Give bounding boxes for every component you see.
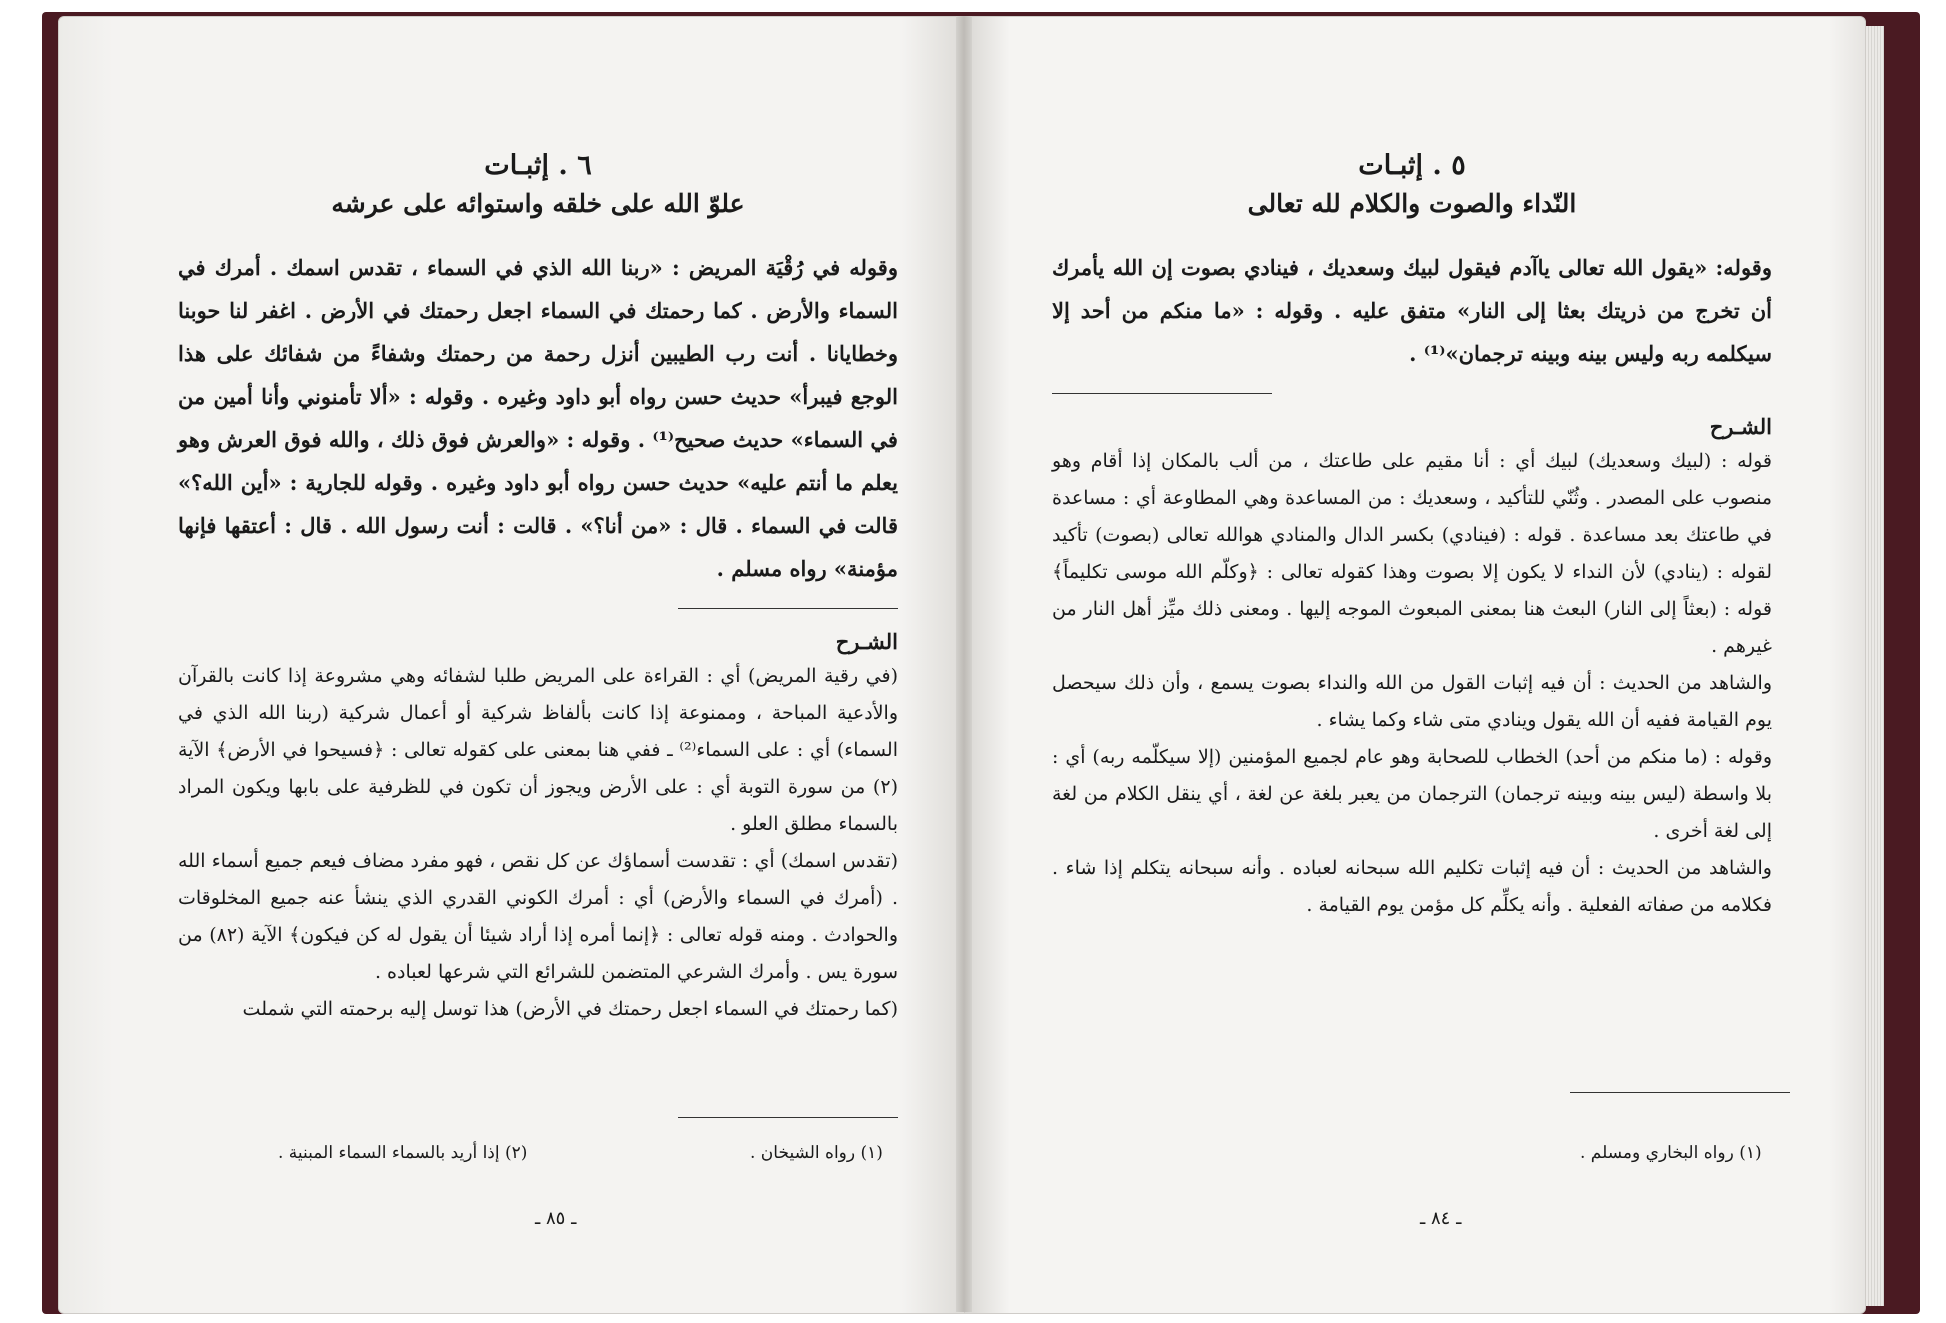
hadith-text: وقوله: «يقول الله تعالى ياآدم فيقول لبيك وسعديك ، فينادي بصوت إن الله يأمرك أن تخرج من ذريتك بعثا إلى النار» متفق عليه . وقوله : «ما منكم من أحد إلا سيكلمه ربه وليس بينه وبينه ترجمان»⁽¹⁾ . bbox=[1052, 255, 1772, 366]
sharh-heading: الشـرح bbox=[835, 629, 898, 654]
footnote-divider bbox=[1570, 1092, 1790, 1093]
sharh-paragraph: (كما رحمتك في السماء اجعل رحمتك في الأرض) هذا توسل إليه برحمته التي شملت bbox=[242, 998, 898, 1020]
footnote-2: (٢) إذا أريد بالسماء السماء المبنية . bbox=[278, 1143, 528, 1163]
section-number-heading: ٥ . إثبـات bbox=[1358, 150, 1466, 181]
sharh-paragraph: والشاهد من الحديث : أن فيه إثبات القول من الله والنداء بصوت يسمع ، وأن ذلك سيحصل يوم القيامة ففيه أن الله يقول وينادي متى شاء وكما يشاء . bbox=[1052, 672, 1772, 731]
section-title: علوّ الله على خلقه واستوائه على عرشه bbox=[331, 189, 745, 218]
footnote-1: (١) رواه البخاري ومسلم . bbox=[1580, 1143, 1762, 1163]
sharh-paragraph: (تقدس اسمك) أي : تقدست أسماؤك عن كل نقص ، فهو مفرد مضاف فيعم جميع أسماء الله . (أمرك في السماء والأرض) أي : أمرك الكوني القدري الذي ينشأ عنه جميع المخلوقات والحوادث . ومنه قوله تعالى : ﴿إنما أمره إذا أراد شيئا أن يقول له كن فيكون﴾ الآية (٨٢) من سورة يس . وأمرك الشرعي المتضمن للشرائع التي شرعها لعباده . bbox=[178, 850, 899, 983]
page-stack-edge-right bbox=[1866, 26, 1884, 1306]
hadith-text: وقوله في رُقْيَة المريض : «ربنا الله الذي في السماء ، تقدس اسمك . أمرك في السماء والأرض . كما رحمتك في السماء اجعل رحمتك في الأرض . اغفر لنا حوبنا وخطايانا . أنت رب الطيبين أنزل رحمة من رحمتك وشفاءً من شفائك على هذا الوجع فيبرأ» حديث حسن رواه أبو داود وغيره . وقوله : «ألا تأمنوني وأنا أمين من في السماء» حديث صحيح⁽¹⁾ . وقوله : «والعرش فوق ذلك ، والله فوق العرش وهو يعلم ما أنتم عليه» حديث حسن رواه أبو داود وغيره . وقوله للجارية : «أين الله؟» قالت في السماء . قال : «من أنا؟» . قالت : أنت رسول الله . قال : أعتقها فإنها مؤمنة» رواه مسلم . bbox=[178, 255, 898, 581]
book-gutter bbox=[956, 16, 972, 1312]
page-number: ـ ٨٤ ـ bbox=[1420, 1208, 1462, 1229]
section-divider bbox=[678, 608, 898, 609]
section-divider bbox=[1052, 393, 1272, 394]
sharh-paragraph: قوله : (لبيك وسعديك) لبيك أي : أنا مقيم على طاعتك ، من ألب بالمكان إذا أقام وهو منصوب على المصدر . وثُنّي للتأكيد ، وسعديك : من المساعدة وهي المطاوعة أي : مساعدة في طاعتك بعد مساعدة . قوله : (فينادي) بكسر الدال والمنادي هوالله تعالى (بصوت) تأكيد لقوله : (ينادي) لأن النداء لا يكون إلا بصوت وهذا كقوله تعالى : ﴿وكلّم الله موسى تكليماً﴾ قوله : (بعثاً إلى النار) البعث هنا بمعنى المبعوث الموجه إليها . ومعنى ذلك ميِّز أهل النار من غيرهم . bbox=[1052, 450, 1772, 657]
section-number-heading: ٦ . إثبـات bbox=[484, 150, 592, 181]
page-number: ـ ٨٥ ـ bbox=[535, 1208, 577, 1229]
page-84 bbox=[1052, 150, 1772, 924]
footnote-divider bbox=[678, 1117, 898, 1118]
sharh-paragraph: (في رقية المريض) أي : القراءة على المريض طلبا لشفائه وهي مشروعة إذا كانت بالقرآن والأدعية المباحة ، وممنوعة إذا كانت بألفاظ شركية أو أعمال شركية (ربنا الله الذي في السماء) أي : على السماء⁽²⁾ ـ ففي هنا بمعنى على كقوله تعالى : ﴿فسيحوا في الأرض﴾ الآية (٢) من سورة التوبة أي : على الأرض ويجوز أن تكون في للظرفية على بابها ويكون المراد بالسماء مطلق العلو . bbox=[178, 665, 898, 835]
sharh-paragraph: والشاهد من الحديث : أن فيه إثبات تكليم الله سبحانه لعباده . وأنه سبحانه يتكلم إذا شاء . فكلامه من صفاته الفعلية . وأنه يكلِّم كل مؤمن يوم القيامة . bbox=[1052, 857, 1772, 916]
sharh-heading: الشـرح bbox=[1709, 414, 1772, 439]
page-85 bbox=[178, 150, 898, 1028]
footnote-1: (١) رواه الشيخان . bbox=[750, 1143, 883, 1163]
section-title: النّداء والصوت والكلام لله تعالى bbox=[1247, 189, 1577, 218]
sharh-paragraph: وقوله : (ما منكم من أحد) الخطاب للصحابة وهو عام لجميع المؤمنين (إلا سيكلّمه ربه) أي : بلا واسطة (ليس بينه وبينه ترجمان) الترجمان من يعبر بلغة عن لغة ، أي ينقل الكلام من لغة إلى لغة أخرى . bbox=[1052, 746, 1772, 842]
